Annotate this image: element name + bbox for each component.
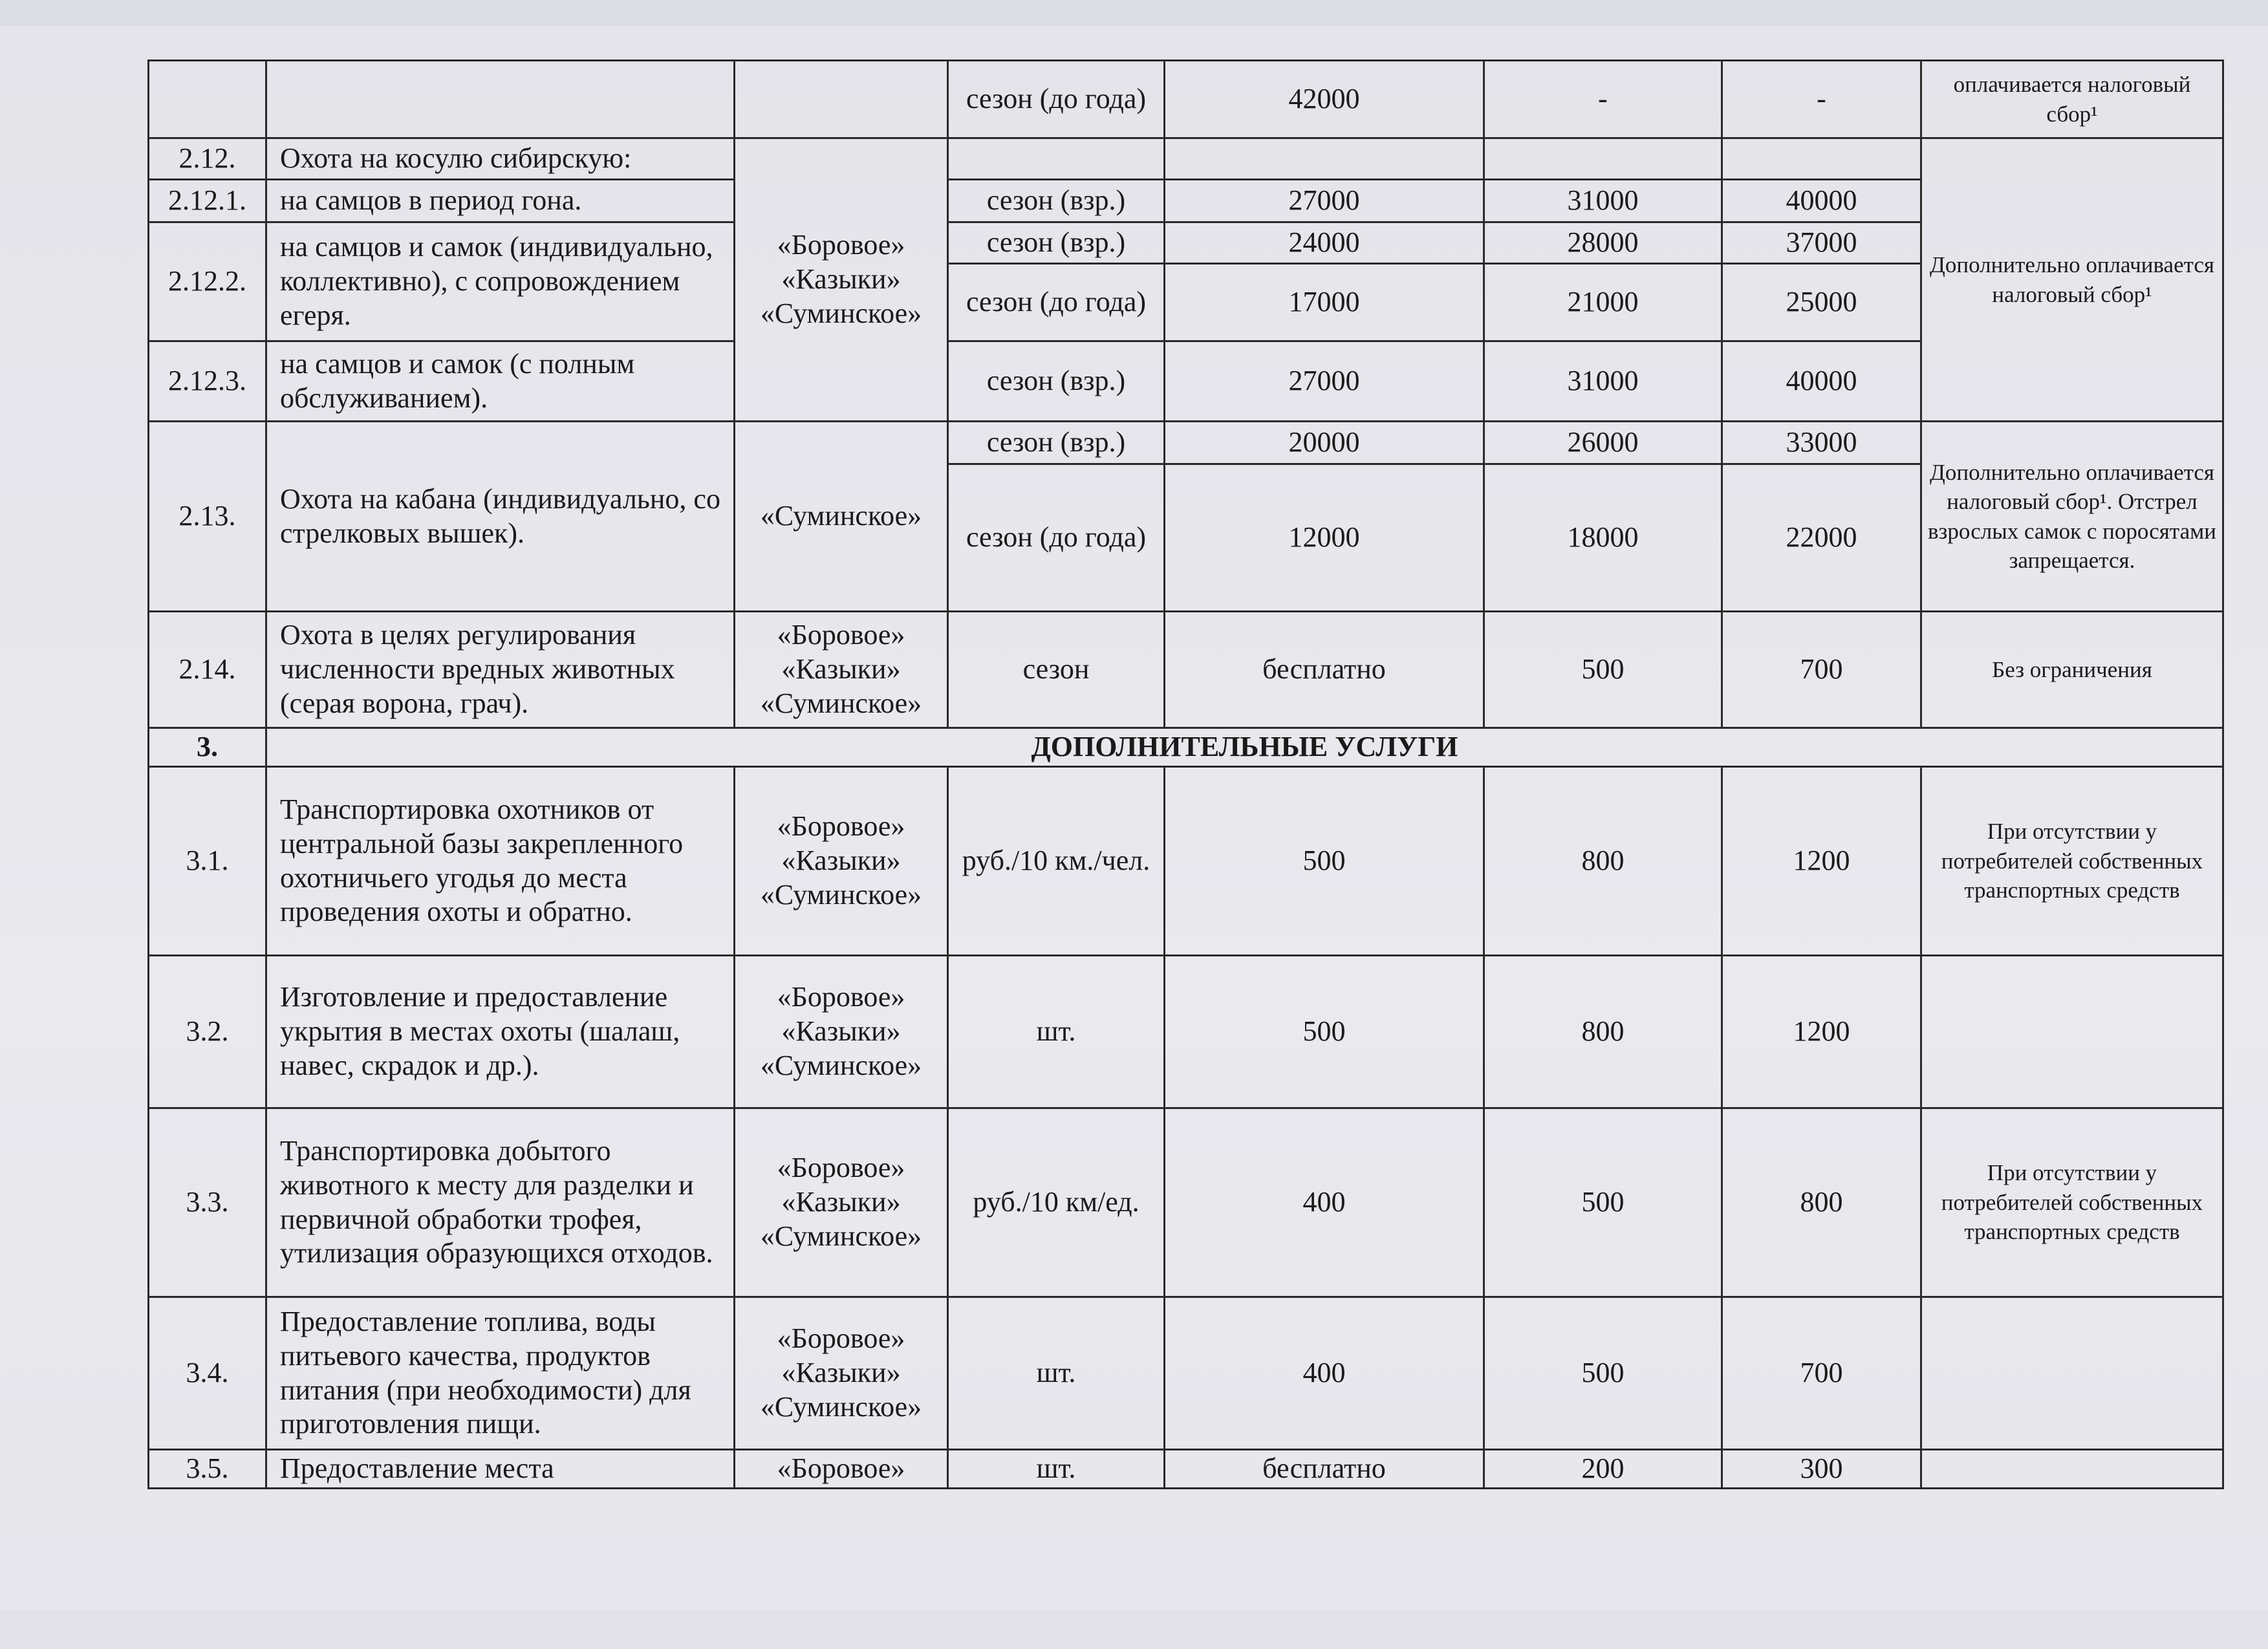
cell-note: Дополнительно оплачивается налоговый сбор¹ xyxy=(1921,138,2223,422)
cell-note xyxy=(1921,1297,2223,1450)
cell-price-2: 500 xyxy=(1484,1108,1722,1297)
price-table xyxy=(147,59,2224,1489)
cell-service xyxy=(266,61,735,138)
cell-note xyxy=(1921,956,2223,1108)
cell-unit: сезон (до года) xyxy=(948,264,1165,341)
cell-note: Без ограничения xyxy=(1921,612,2223,728)
cell-price-3: 33000 xyxy=(1722,422,1921,464)
cell-price-3: 25000 xyxy=(1722,264,1921,341)
table-row xyxy=(149,1108,2223,1297)
scan-top-edge xyxy=(0,0,2268,26)
table-row xyxy=(149,138,2223,180)
cell-note xyxy=(1921,1450,2223,1489)
cell-area: «Боровое» «Казыки» «Суминское» xyxy=(735,956,948,1108)
cell-service: Изготовление и предоставление укрытия в местах охоты (шалаш, навес, скрадок и др.). xyxy=(266,956,735,1108)
table-row xyxy=(149,61,2223,138)
cell-number: 2.12. xyxy=(149,138,266,180)
section-title: ДОПОЛНИТЕЛЬНЫЕ УСЛУГИ xyxy=(266,728,2223,767)
cell-number: 2.12.1. xyxy=(149,180,266,222)
table-row xyxy=(149,1450,2223,1489)
cell-price-2: 21000 xyxy=(1484,264,1722,341)
cell-area xyxy=(735,61,948,138)
cell-note: Дополнительно оплачивается налоговый сбор¹. Отстрел взрослых самок с поросятами запрещается. xyxy=(1921,422,2223,612)
cell-area: «Боровое» «Казыки» «Суминское» xyxy=(735,612,948,728)
cell-service: Охота на косулю сибирскую: xyxy=(266,138,735,180)
cell-unit: сезон (до года) xyxy=(948,61,1165,138)
cell-area: «Боровое» «Казыки» «Суминское» xyxy=(735,1297,948,1450)
cell-price-1: 24000 xyxy=(1165,222,1484,264)
cell-service: Охота в целях регулирования численности вредных животных (серая ворона, грач). xyxy=(266,612,735,728)
cell-price-3: 22000 xyxy=(1722,464,1921,612)
table-row xyxy=(149,422,2223,464)
cell-price-1: 400 xyxy=(1165,1297,1484,1450)
cell-price-2: - xyxy=(1484,61,1722,138)
cell-price-1: 12000 xyxy=(1165,464,1484,612)
table-row xyxy=(149,612,2223,728)
cell-price-2: 500 xyxy=(1484,612,1722,728)
cell-price-3: 800 xyxy=(1722,1108,1921,1297)
cell-number: 3.4. xyxy=(149,1297,266,1450)
scan-bottom-edge xyxy=(0,1610,2268,1649)
cell-service: Предоставление места xyxy=(266,1450,735,1489)
cell-price-2 xyxy=(1484,138,1722,180)
cell-number: 2.12.2. xyxy=(149,222,266,341)
cell-price-1 xyxy=(1165,138,1484,180)
cell-number: 3.3. xyxy=(149,1108,266,1297)
table-row xyxy=(149,767,2223,956)
table-row xyxy=(149,222,2223,264)
cell-price-3: 1200 xyxy=(1722,767,1921,956)
cell-unit: сезон (взр.) xyxy=(948,222,1165,264)
cell-price-2: 800 xyxy=(1484,767,1722,956)
cell-number: 2.12.3. xyxy=(149,341,266,422)
cell-price-3: 300 xyxy=(1722,1450,1921,1489)
cell-price-2: 18000 xyxy=(1484,464,1722,612)
cell-number: 2.13. xyxy=(149,422,266,612)
cell-note: оплачивается налоговый сбор¹ xyxy=(1921,61,2223,138)
cell-area: «Боровое» «Казыки» «Суминское» xyxy=(735,767,948,956)
cell-number: 3.1. xyxy=(149,767,266,956)
table-row xyxy=(149,956,2223,1108)
cell-unit: шт. xyxy=(948,1450,1165,1489)
cell-area: «Суминское» xyxy=(735,422,948,612)
cell-number: 2.14. xyxy=(149,612,266,728)
cell-note: При отсутствии у потребителей собственных транспортных средств xyxy=(1921,1108,2223,1297)
cell-price-2: 28000 xyxy=(1484,222,1722,264)
cell-area: «Боровое» «Казыки» «Суминское» xyxy=(735,1108,948,1297)
cell-unit: руб./10 км/ед. xyxy=(948,1108,1165,1297)
cell-price-1: 42000 xyxy=(1165,61,1484,138)
cell-price-2: 500 xyxy=(1484,1297,1722,1450)
cell-unit: сезон (взр.) xyxy=(948,180,1165,222)
cell-unit: руб./10 км./чел. xyxy=(948,767,1165,956)
cell-price-3: 37000 xyxy=(1722,222,1921,264)
table-row xyxy=(149,180,2223,222)
cell-unit xyxy=(948,138,1165,180)
cell-unit: сезон (взр.) xyxy=(948,422,1165,464)
price-table-wrapper xyxy=(147,59,2222,1489)
cell-unit: шт. xyxy=(948,956,1165,1108)
cell-price-1: 17000 xyxy=(1165,264,1484,341)
table-row xyxy=(149,341,2223,422)
cell-service: Предоставление топлива, воды питьевого качества, продуктов питания (при необходимости) для приготовления пищи. xyxy=(266,1297,735,1450)
cell-price-3 xyxy=(1722,138,1921,180)
cell-price-2: 800 xyxy=(1484,956,1722,1108)
cell-price-2: 31000 xyxy=(1484,341,1722,422)
cell-price-1: 27000 xyxy=(1165,341,1484,422)
cell-service: Охота на кабана (индивидуально, со стрелковых вышек). xyxy=(266,422,735,612)
cell-price-3: 700 xyxy=(1722,612,1921,728)
cell-number: 3.2. xyxy=(149,956,266,1108)
cell-service: Транспортировка добытого животного к месту для разделки и первичной обработки трофея, утилизация образующихся отходов. xyxy=(266,1108,735,1297)
cell-service: на самцов и самок (с полным обслуживанием). xyxy=(266,341,735,422)
cell-price-1: 500 xyxy=(1165,956,1484,1108)
cell-price-2: 31000 xyxy=(1484,180,1722,222)
cell-service: на самцов в период гона. xyxy=(266,180,735,222)
cell-price-1: бесплатно xyxy=(1165,612,1484,728)
cell-service: на самцов и самок (индивидуально, коллективно), с сопровождением егеря. xyxy=(266,222,735,341)
cell-price-3: 40000 xyxy=(1722,180,1921,222)
section-header-row xyxy=(149,728,2223,767)
cell-price-3: - xyxy=(1722,61,1921,138)
cell-price-2: 26000 xyxy=(1484,422,1722,464)
cell-area: «Боровое» xyxy=(735,1450,948,1489)
cell-unit: сезон xyxy=(948,612,1165,728)
cell-note: При отсутствии у потребителей собственных транспортных средств xyxy=(1921,767,2223,956)
cell-price-3: 700 xyxy=(1722,1297,1921,1450)
table-row xyxy=(149,1297,2223,1450)
cell-unit: сезон (до года) xyxy=(948,464,1165,612)
cell-service: Транспортировка охотников от центральной базы закрепленного охотничьего угодья до места проведения охоты и обратно. xyxy=(266,767,735,956)
cell-price-1: 20000 xyxy=(1165,422,1484,464)
cell-price-3: 1200 xyxy=(1722,956,1921,1108)
cell-price-2: 200 xyxy=(1484,1450,1722,1489)
cell-price-1: 500 xyxy=(1165,767,1484,956)
cell-area: «Боровое» «Казыки» «Суминское» xyxy=(735,138,948,422)
cell-number xyxy=(149,61,266,138)
cell-price-1: 400 xyxy=(1165,1108,1484,1297)
section-number: 3. xyxy=(149,728,266,767)
cell-unit: шт. xyxy=(948,1297,1165,1450)
cell-price-3: 40000 xyxy=(1722,341,1921,422)
cell-price-1: бесплатно xyxy=(1165,1450,1484,1489)
cell-number: 3.5. xyxy=(149,1450,266,1489)
cell-price-1: 27000 xyxy=(1165,180,1484,222)
cell-unit: сезон (взр.) xyxy=(948,341,1165,422)
